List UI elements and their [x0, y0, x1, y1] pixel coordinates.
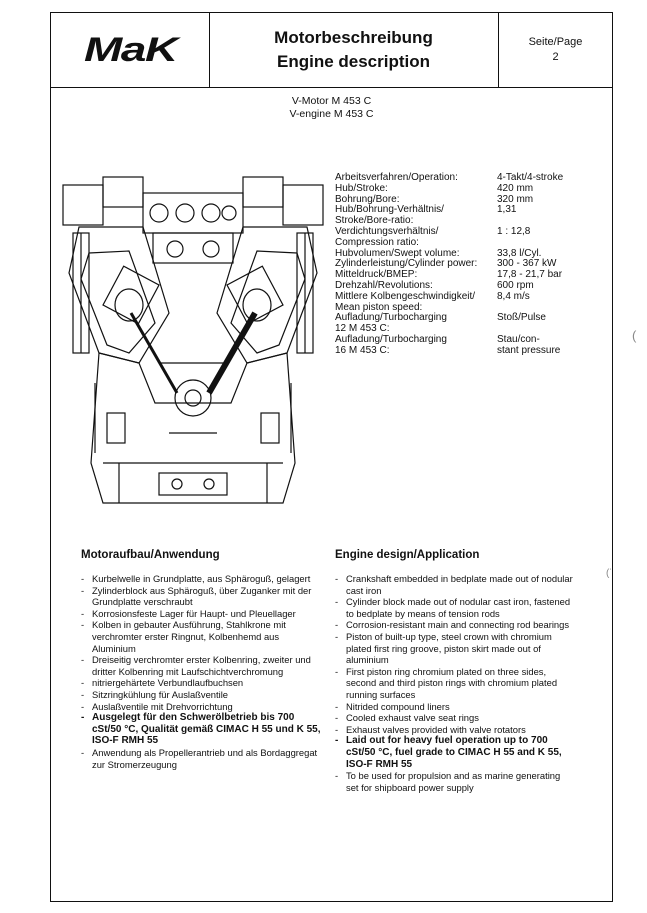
list-item: - Anwendung als Propellerantrieb und als Bordaggregat zur Stromerzeugung: [81, 747, 321, 770]
spec-row: [335, 292, 615, 303]
list-item: - Zylinderblock aus Sphäroguß, über Zuganker mit der Grundplatte verschraubt: [81, 585, 321, 608]
spec-label: Aufladung/Turbocharging: [335, 312, 447, 324]
page-header: [51, 13, 612, 88]
spec-value: 600 rpm: [497, 279, 534, 291]
spec-value: Stoß/Pulse: [497, 312, 546, 324]
list-item: - Kolben in gebauter Ausführung, Stahlkrone mit verchromter erster Ringnut, Kolbenhemd aus Aluminium: [81, 619, 321, 654]
engine-cross-section-drawing: [59, 163, 327, 523]
document-title: [209, 13, 499, 87]
logo-text: MaK: [83, 30, 177, 69]
list-item: - Kurbelwelle in Grundplatte, aus Sphäroguß, gelagert: [81, 573, 321, 585]
list-item: - First piston ring chromium plated on three sides, second and third piston rings with chromium plated running surfaces: [335, 666, 575, 701]
document-page: [50, 12, 613, 902]
spec-row: [335, 346, 615, 357]
list-item: - Dreiseitig verchromter erster Kolbenring, zweiter und dritter Kolbenring mit Laufschichtverchromung: [81, 654, 321, 677]
spec-row: [335, 238, 615, 249]
spec-value: stant pressure: [497, 344, 561, 356]
list-item: - Cylinder block made out of nodular cast iron, fastened to bedplate by means of tension rods: [335, 596, 575, 619]
spec-value: 17,8 - 21,7 bar: [497, 269, 563, 281]
list-item: - Cooled exhaust valve seat rings: [335, 712, 575, 724]
spec-value: 33,8 l/Cyl.: [497, 247, 542, 259]
list-item-emphasized: - Laid out for heavy fuel operation up to 700 cSt/50 °C, fuel grade to CIMAC H 55 and K 55, ISO-F RMH 55: [335, 735, 575, 770]
spec-value: 1 : 12,8: [497, 225, 531, 237]
spec-label: Bohrung/Bore:: [335, 193, 400, 205]
page-number-box: [499, 13, 612, 87]
spec-value: 320 mm: [497, 193, 534, 205]
page-number: 2: [552, 51, 559, 63]
spec-label: Mean piston speed:: [335, 301, 423, 313]
list-item-emphasized: - Ausgelegt für den Schwerölbetrieb bis 700 cSt/50 °C, Qualität gemäß CIMAC H 55 und K 55, ISO-F RMH 55: [81, 712, 321, 747]
spec-label: 12 M 453 C:: [335, 323, 390, 335]
spec-label: Mitteldruck/BMEP:: [335, 269, 418, 281]
list-item: - Crankshaft embedded in bedplate made out of nodular cast iron: [335, 573, 575, 596]
spec-label: Compression ratio:: [335, 236, 419, 248]
title-english: Engine description: [276, 52, 431, 71]
list-item: - Exhaust valves provided with valve rotators: [335, 724, 575, 736]
spec-label: Hubvolumen/Swept volume:: [335, 247, 460, 259]
spec-label: Hub/Bohrung-Verhältnis/: [335, 204, 444, 216]
spec-label: Hub/Stroke:: [335, 182, 388, 194]
spec-label: Mittlere Kolbengeschwindigkeit/: [335, 290, 476, 302]
spec-value: 420 mm: [497, 182, 534, 194]
feature-list-english: [335, 573, 575, 793]
spec-label: Zylinderleistung/Cylinder power:: [335, 258, 478, 270]
spec-label: Stroke/Bore-ratio:: [335, 215, 414, 227]
spec-label: Verdichtungsverhältnis/: [335, 225, 439, 237]
engine-specifications: [335, 173, 615, 357]
list-item: - Piston of built-up type, steel crown with chromium plated first ring groove, piston skirt made out of aluminium: [335, 631, 575, 666]
scan-mark: (: [632, 328, 637, 343]
subtitle-english: V-engine M 453 C: [289, 108, 374, 120]
spec-label: 16 M 453 C:: [335, 344, 390, 356]
feature-list-german: [81, 573, 321, 770]
list-item: - Corrosion-resistant main and connecting rod bearings: [335, 619, 575, 631]
section-heading-german: Motoraufbau/Anwendung: [81, 549, 220, 561]
spec-value: 1,31: [497, 204, 517, 216]
list-item: - Sitzringkühlung für Auslaßventile: [81, 689, 321, 701]
spec-label: Aufladung/Turbocharging: [335, 333, 447, 345]
list-item: - nitriergehärtete Verbundlaufbuchsen: [81, 677, 321, 689]
spec-value: [497, 238, 615, 249]
spec-value: 4-Takt/4-stroke: [497, 172, 564, 183]
list-item: - Auslaßventile mit Drehvorrichtung: [81, 701, 321, 713]
list-item: - Korrosionsfeste Lager für Haupt- und Pleuellager: [81, 608, 321, 620]
scan-mark: (˙: [606, 568, 613, 579]
page-label: Seite/Page: [528, 36, 583, 48]
spec-value: 300 - 367 kW: [497, 258, 557, 270]
engine-subtitle: [51, 95, 612, 121]
list-item: - Nitrided compound liners: [335, 701, 575, 713]
spec-value: Stau/con-: [497, 333, 540, 345]
subtitle-german: V-Motor M 453 C: [291, 95, 372, 107]
mak-logo: [51, 13, 210, 87]
spec-label: Drehzahl/Revolutions:: [335, 279, 433, 291]
section-heading-english: Engine design/Application: [335, 549, 480, 561]
spec-label: Arbeitsverfahren/Operation:: [335, 172, 458, 183]
spec-value: 8,4 m/s: [497, 290, 530, 302]
title-german: Motorbeschreibung: [274, 28, 433, 47]
list-item: - To be used for propulsion and as marine generating set for shipboard power supply: [335, 770, 575, 793]
spec-row: [335, 184, 615, 195]
